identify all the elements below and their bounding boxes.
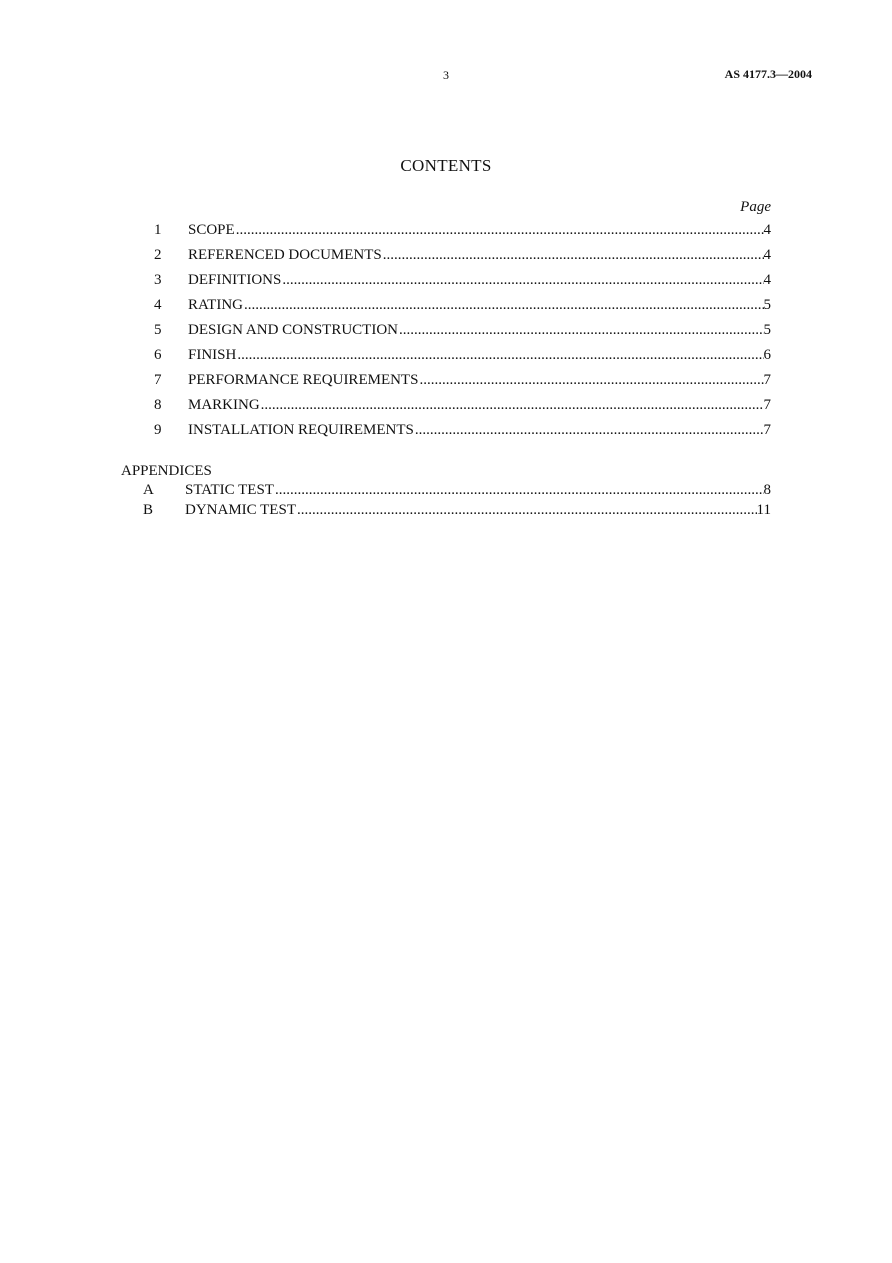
toc-entry — [140, 222, 771, 247]
toc-entry-number: 9 — [154, 422, 162, 438]
toc-entry — [140, 422, 771, 447]
dot-leader — [274, 482, 764, 499]
dot-leader — [296, 502, 757, 519]
toc-entry-title: FINISH — [188, 347, 237, 363]
toc-entry — [140, 372, 771, 397]
toc-entry-page: 4 — [763, 272, 771, 288]
dot-leader — [281, 272, 763, 289]
dot-leader — [382, 247, 764, 264]
toc-entry-page: 6 — [763, 347, 771, 363]
toc-entry — [140, 347, 771, 372]
toc-entry-page: 7 — [763, 397, 771, 413]
toc-entry-page: 4 — [763, 247, 771, 263]
toc-entry-title: SCOPE — [188, 222, 235, 238]
toc-entry-title: RATING — [188, 297, 243, 313]
toc-entry-number: 5 — [154, 322, 162, 338]
appendices-list — [140, 482, 771, 522]
document-id: AS 4177.3—2004 — [724, 67, 812, 81]
toc-entry-number: 6 — [154, 347, 162, 363]
toc-entry-title: PERFORMANCE REQUIREMENTS — [188, 372, 419, 388]
table-of-contents — [140, 222, 771, 447]
appendix-letter: B — [143, 502, 154, 518]
dot-leader — [418, 372, 763, 389]
appendix-page: 8 — [763, 482, 771, 498]
toc-entry-page: 5 — [763, 297, 771, 313]
appendix-letter: A — [143, 482, 154, 498]
toc-entry — [140, 297, 771, 322]
appendix-title: DYNAMIC TEST — [185, 502, 296, 518]
contents-title: CONTENTS — [400, 156, 492, 175]
appendices-heading: APPENDICES — [121, 463, 212, 479]
dot-leader — [243, 297, 764, 314]
toc-entry-page: 7 — [763, 422, 771, 438]
toc-entry — [140, 247, 771, 272]
page-column-label: Page — [740, 199, 771, 215]
toc-entry — [140, 322, 771, 347]
toc-entry-title: DEFINITIONS — [188, 272, 282, 288]
appendix-entry — [140, 502, 771, 522]
toc-entry — [140, 397, 771, 422]
dot-leader — [236, 347, 763, 364]
toc-entry-page: 5 — [763, 322, 771, 338]
dot-leader — [414, 422, 764, 439]
toc-entry-number: 7 — [154, 372, 162, 388]
dot-leader — [260, 397, 764, 414]
toc-entry-number: 1 — [154, 222, 162, 238]
toc-entry-number: 3 — [154, 272, 162, 288]
dot-leader — [398, 322, 763, 339]
toc-entry-page: 4 — [763, 222, 771, 238]
toc-entry-page: 7 — [763, 372, 771, 388]
toc-entry-number: 2 — [154, 247, 162, 263]
dot-leader — [235, 222, 764, 239]
toc-entry-number: 8 — [154, 397, 162, 413]
toc-entry-title: INSTALLATION REQUIREMENTS — [188, 422, 414, 438]
toc-entry — [140, 272, 771, 297]
toc-entry-title: DESIGN AND CONSTRUCTION — [188, 322, 399, 338]
toc-entry-title: REFERENCED DOCUMENTS — [188, 247, 382, 263]
toc-entry-title: MARKING — [188, 397, 260, 413]
appendix-page: 11 — [756, 502, 771, 518]
appendix-title: STATIC TEST — [185, 482, 274, 498]
toc-entry-number: 4 — [154, 297, 162, 313]
appendix-entry — [140, 482, 771, 502]
page-number: 3 — [443, 68, 449, 82]
